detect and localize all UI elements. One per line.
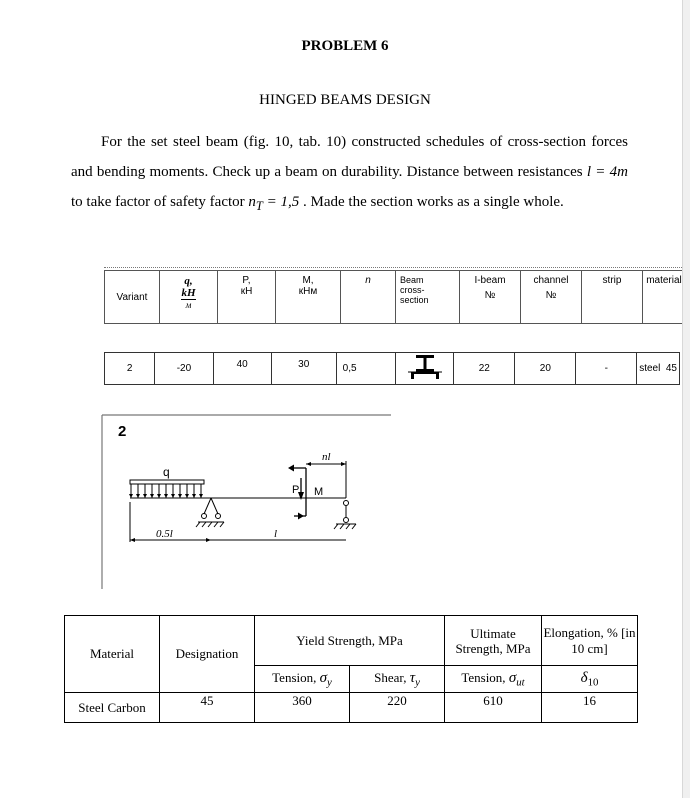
header-designation: Designation	[160, 616, 255, 693]
col-beam-line2: cross-	[400, 285, 425, 295]
col-ibeam	[460, 271, 521, 324]
material-properties-table	[64, 615, 638, 723]
statement-part2: to take factor of safety factor	[71, 194, 249, 210]
variant-number-label: 2	[118, 423, 127, 440]
col-beam-line1: Beam	[400, 275, 424, 285]
col-material: material	[643, 271, 686, 324]
delta-symbol: δ	[580, 669, 588, 686]
col-n: n	[341, 271, 396, 324]
cell-variant: 2	[105, 353, 155, 385]
col-p	[218, 271, 276, 324]
header-material: Material	[65, 616, 160, 693]
col-channel-label: channel	[533, 275, 569, 286]
col-ibeam-no: №	[484, 290, 496, 301]
col-p-unit: кН	[240, 286, 253, 297]
math-safety-n: n	[248, 194, 256, 210]
math-safety-sub: T	[255, 199, 263, 213]
col-m-unit: кНм	[298, 286, 318, 297]
cell-shear-y: 220	[350, 693, 445, 723]
col-variant: Variant	[105, 271, 160, 324]
cell-tension-ut: 610	[445, 693, 542, 723]
col-q-unit-bottom: м	[185, 300, 192, 310]
problem-statement	[71, 127, 628, 221]
beam-diagram	[100, 414, 392, 590]
col-channel	[521, 271, 582, 324]
shear-y-label: Shear,	[374, 669, 410, 685]
dimension-nl-label: nl	[322, 451, 331, 463]
cell-material	[637, 353, 680, 385]
sigma-y-symbol: σ	[319, 669, 328, 686]
load-q-label: q	[163, 465, 170, 479]
page-title: PROBLEM 6	[301, 38, 389, 54]
header-ultimate-strength: Ultimate Strength, MPa	[445, 616, 542, 666]
col-strip: strip	[582, 271, 643, 324]
tension-ut-label: Tension,	[461, 669, 509, 685]
sigma-ut-sub: ut	[516, 676, 525, 689]
col-beam-section	[396, 271, 460, 324]
cell-m: 30	[271, 353, 336, 385]
cell-tension-y: 360	[255, 693, 350, 723]
col-ibeam-label: I-beam	[474, 275, 506, 286]
left-hinge-support-icon	[196, 498, 224, 527]
cell-material-name: Steel Carbon	[65, 693, 160, 723]
math-distance: l = 4m	[586, 164, 629, 180]
tau-y-sub: y	[415, 676, 420, 689]
header-delta10	[542, 666, 638, 693]
statement-part1: For the set steel beam (fig. 10, tab. 10) constructed schedules of cross-section forces and bending moments. Check up a beam on durability. Distance between resistances	[71, 134, 628, 180]
force-p-label: P	[292, 484, 300, 496]
col-m	[276, 271, 341, 324]
vertical-scrollbar[interactable]	[682, 0, 690, 798]
nl-dimension	[306, 461, 346, 498]
dimension-05l-label: 0.5l	[156, 528, 173, 540]
beam-scheme	[100, 414, 392, 590]
cell-elongation: 16	[542, 693, 638, 723]
header-yield-strength: Yield Strength, MPa	[255, 616, 445, 666]
col-q	[160, 271, 218, 324]
cell-material-name: steel	[639, 363, 661, 374]
page-subtitle: HINGED BEAMS DESIGN	[259, 92, 431, 108]
cell-beam-section	[396, 353, 454, 385]
cell-q: -20	[155, 353, 213, 385]
col-q-symbol: q,	[184, 275, 193, 287]
dimension-l-label: l	[274, 528, 278, 540]
col-q-unit-top: kH	[181, 287, 196, 299]
variant-header-table	[104, 270, 686, 324]
header-shear-y	[350, 666, 445, 693]
cell-ibeam: 22	[454, 353, 515, 385]
cell-designation: 45	[160, 693, 255, 723]
variant-data-table	[104, 352, 680, 385]
moment-m-label: M	[314, 486, 324, 498]
sigma-y-sub: y	[327, 676, 332, 689]
ibeam-section-icon	[405, 353, 445, 381]
header-tension-ut	[445, 666, 542, 693]
cell-n: 0,5	[336, 353, 395, 385]
header-tension-y	[255, 666, 350, 693]
math-safety-value: = 1,5	[262, 194, 300, 210]
col-beam-line3: section	[400, 295, 429, 305]
right-roller-support-icon	[334, 501, 356, 530]
cell-strip: -	[576, 353, 637, 385]
col-channel-no: №	[545, 290, 557, 301]
table-top-rule	[104, 267, 686, 268]
cell-channel: 20	[515, 353, 576, 385]
tension-y-label: Tension,	[272, 669, 320, 685]
col-m-symbol: M,	[302, 275, 314, 286]
cell-material-grade: 45	[665, 363, 677, 374]
delta-sub: 10	[587, 676, 599, 689]
tau-y-symbol: τ	[409, 669, 416, 686]
statement-part3: . Made the section works as a single whole.	[299, 194, 564, 210]
sigma-ut-symbol: σ	[508, 669, 517, 686]
header-elongation: Elongation, % [in 10 cm]	[542, 616, 638, 666]
col-p-symbol: P,	[242, 275, 251, 286]
cell-p: 40	[213, 353, 271, 385]
